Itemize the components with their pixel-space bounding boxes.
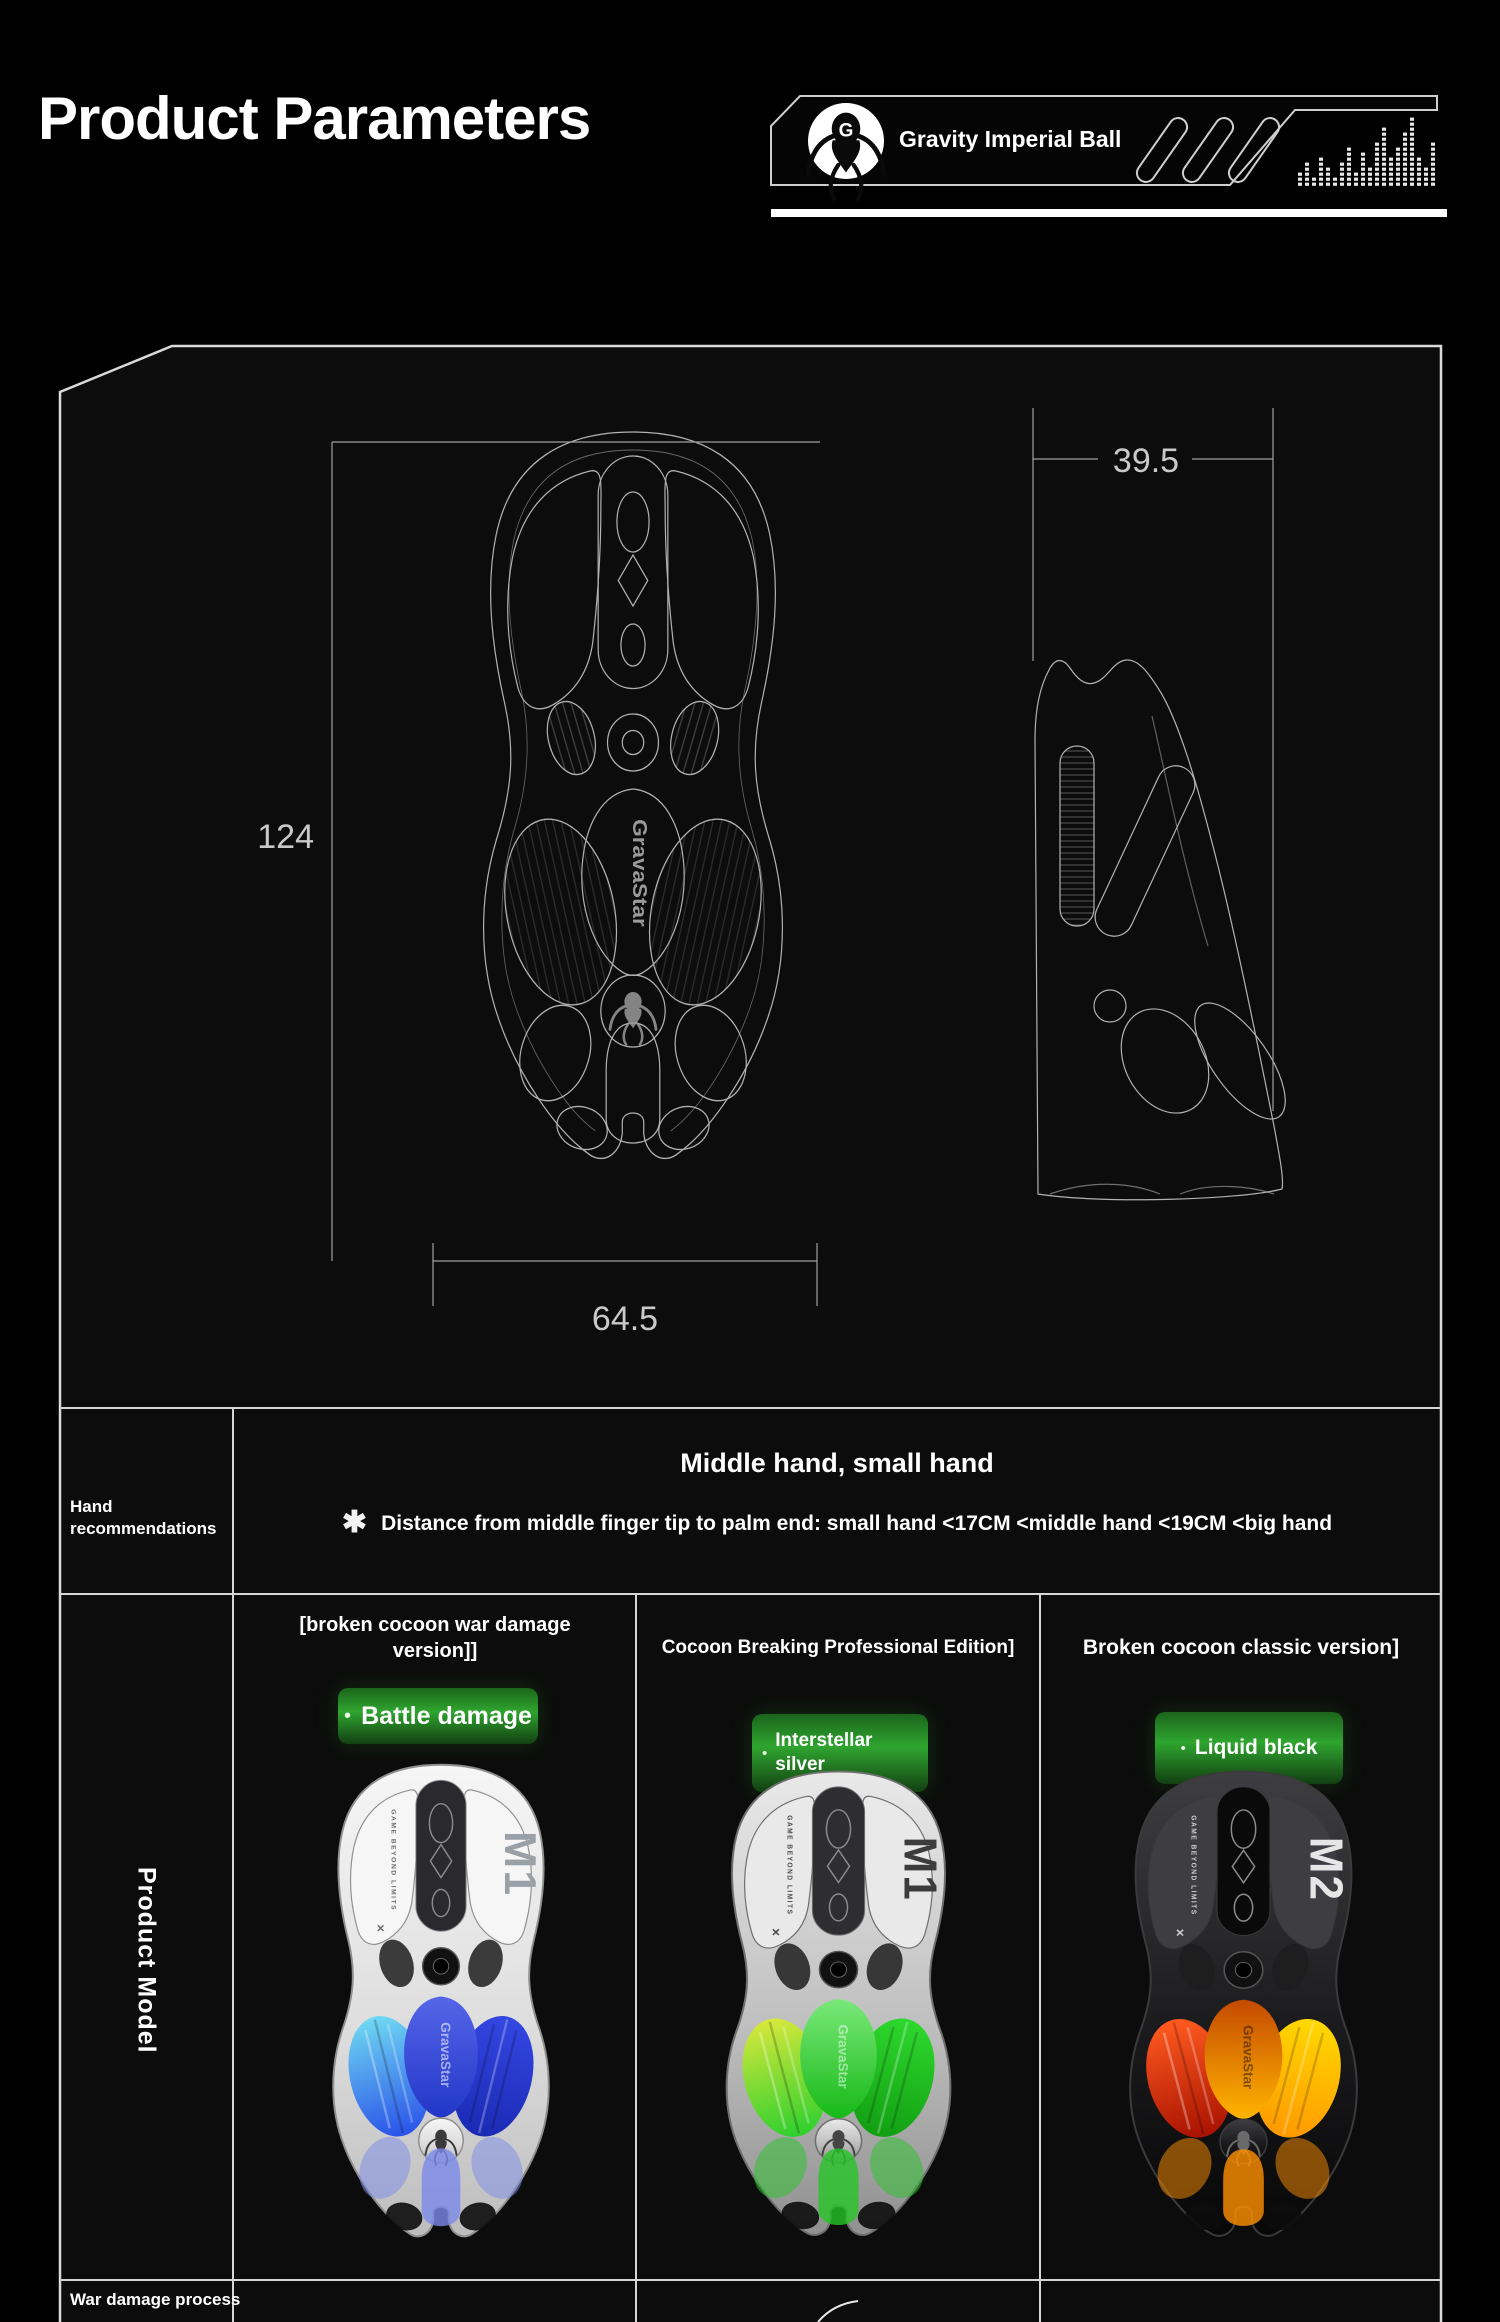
x-mark-icon: ✕ (771, 1927, 781, 1940)
product-3-header-line1: Broken cocoon classic version] (1082, 1636, 1400, 1659)
variant-text-line1: Interstellar (775, 1730, 873, 1752)
svg-text:GravaStar: GravaStar (1240, 2025, 1257, 2090)
topview-logo-icon (610, 992, 656, 1044)
x-mark-icon: ✕ (376, 1923, 386, 1936)
badge-brand-label: Gravity Imperial Ball (899, 126, 1122, 152)
svg-text:M1: M1 (894, 1836, 947, 1902)
row-label-product-model: Product Model (132, 1866, 161, 2054)
mouse-side-view-wireframe (1035, 660, 1302, 1200)
hand-row-title: Middle hand, small hand (680, 1448, 994, 1478)
svg-text:GravaStar: GravaStar (438, 2022, 453, 2088)
product-image-liquid-black (1091, 1762, 1396, 2270)
svg-text:M2: M2 (1300, 1836, 1353, 1902)
product-image-battle-damage (296, 1755, 586, 2271)
mouse-top-view-wireframe (484, 432, 783, 1158)
product-column-header-2 (640, 1636, 1036, 1661)
product-1-header-line2: version]] (392, 1640, 478, 1662)
page-title: Product Parameters (38, 85, 591, 152)
product-1-header-line1: [broken cocoon war damage (299, 1614, 571, 1636)
svg-text:GAME BEYOND LIMITS: GAME BEYOND LIMITS (785, 1815, 793, 1916)
svg-text:GravaStar: GravaStar (835, 2024, 851, 2089)
svg-text:GAME BEYOND LIMITS: GAME BEYOND LIMITS (1189, 1815, 1197, 1916)
product-2-header-line1: Cocoon Breaking Professional Edition] (661, 1637, 1015, 1658)
product-column-header-3 (1044, 1634, 1438, 1661)
star-icon: ✱ (341, 1505, 368, 1539)
product-mouse-render (1091, 1762, 1396, 2270)
hand-row-note-text: Distance from middle finger tip to palm end: small hand <17CM <middle hand <19CM <big hand (381, 1512, 1333, 1535)
product-column-header-1 (240, 1612, 630, 1664)
dim-width-value: 64.5 (591, 1300, 659, 1338)
variant-text: Battle damage (361, 1701, 532, 1730)
variant-text-line2: silver (775, 1754, 825, 1775)
x-mark-icon: ✕ (1175, 1927, 1185, 1940)
row-label-war-damage-process: War damage process (70, 2290, 241, 2309)
hand-row-note (233, 1504, 1441, 1544)
topview-brand-text: GravaStar (628, 819, 651, 927)
variant-text: Liquid black (1194, 1736, 1318, 1759)
dim-length-value: 124 (257, 818, 314, 856)
dim-height-value: 39.5 (1112, 442, 1180, 480)
variant-badge-battle-damage (338, 1688, 538, 1744)
row-label-hand-recommendations: Hand recommendations (70, 1497, 217, 1539)
bullet-icon: • (344, 1704, 352, 1727)
product-mouse-render (688, 1762, 989, 2269)
svg-text:M1: M1 (494, 1830, 544, 1898)
svg-text:GAME BEYOND LIMITS: GAME BEYOND LIMITS (389, 1809, 397, 1912)
bullet-icon: • (762, 1744, 768, 1762)
product-image-interstellar-silver (688, 1762, 989, 2269)
svg-text:G: G (838, 120, 854, 142)
dim-width-lines (433, 1243, 817, 1306)
technical-drawing (60, 346, 1441, 1408)
bullet-icon: • (1180, 1739, 1186, 1757)
product-mouse-render (296, 1755, 586, 2271)
